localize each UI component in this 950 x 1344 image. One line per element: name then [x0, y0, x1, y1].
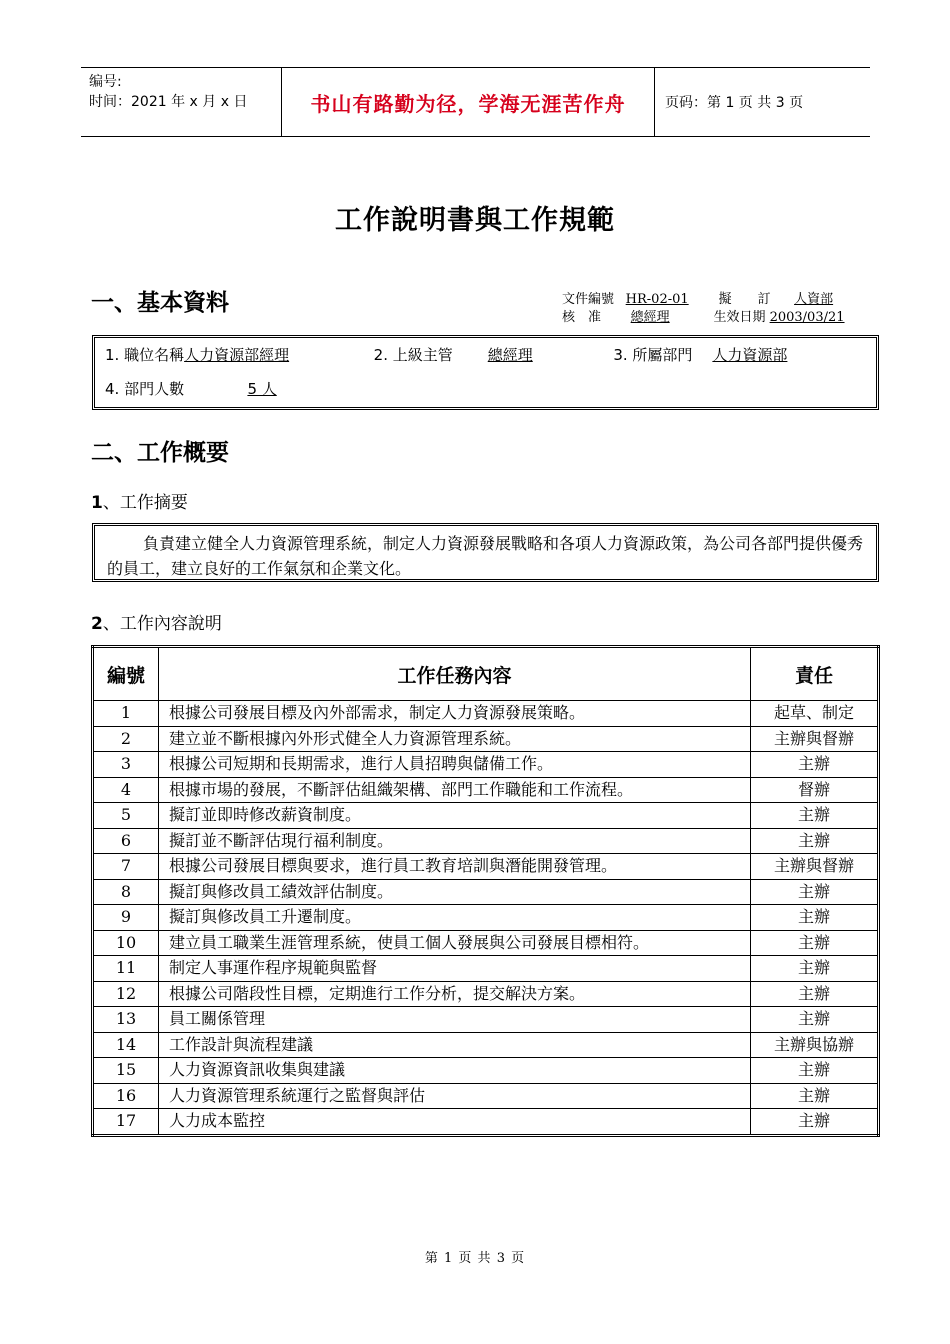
row-number: 7 [93, 854, 159, 880]
row-number: 14 [93, 1032, 159, 1058]
row-task: 人力成本監控 [159, 1109, 751, 1136]
draft-value: 人資部 [794, 292, 834, 307]
table-row [93, 930, 879, 956]
subsection-2-title: 、工作內容說明 [102, 614, 222, 634]
row-task: 建立並不斷根據內外形式健全人力資源管理系統。 [159, 726, 751, 752]
subsection-2-number: 2 [91, 614, 103, 634]
approve-label: 核 准 [562, 310, 602, 325]
approve-value: 總經理 [630, 310, 670, 325]
row-task: 擬訂與修改員工升遷制度。 [159, 905, 751, 931]
row-responsibility: 主辦 [751, 828, 879, 854]
row-task: 根據公司發展目標與要求，進行員工教育培訓與潛能開發管理。 [159, 854, 751, 880]
row-number: 8 [93, 879, 159, 905]
position-value: 人力資源部經理 [184, 346, 290, 364]
table-row [93, 752, 879, 778]
subsection-1-number: 1 [91, 493, 103, 513]
row-responsibility: 主辦 [751, 905, 879, 931]
table-row [93, 1109, 879, 1136]
row-number: 15 [93, 1058, 159, 1084]
table-row [93, 905, 879, 931]
table-row [93, 828, 879, 854]
basic-info-box [92, 335, 879, 410]
row-number: 2 [93, 726, 159, 752]
job-summary-text: 負責建立健全人力資源管理系統，制定人力資源發展戰略和各項人力資源政策，為公司各部門提供優秀的員工，建立良好的工作氣氛和企業文化。 [107, 534, 864, 578]
table-row [93, 777, 879, 803]
info-row-1 [105, 344, 807, 365]
row-number: 1 [93, 701, 159, 727]
row-responsibility: 主辦 [751, 752, 879, 778]
info-row-2 [105, 378, 340, 399]
page-header [81, 67, 870, 137]
row-responsibility: 起草、制定 [751, 701, 879, 727]
row-task: 人力資源管理系統運行之監督與評估 [159, 1083, 751, 1109]
header-left [89, 72, 247, 112]
row-task: 根據市場的發展，不斷評估組織架構、部門工作職能和工作流程。 [159, 777, 751, 803]
row-number: 9 [93, 905, 159, 931]
row-task: 建立員工職業生涯管理系統，使員工個人發展與公司發展目標相符。 [159, 930, 751, 956]
headcount-value: 5 人 [247, 380, 277, 398]
header-number: 編號 [93, 647, 159, 701]
time-label: 时间：2021 年 x 月 x 日 [89, 94, 248, 110]
row-responsibility: 主辦與督辦 [751, 854, 879, 880]
doc-no-label: 文件編號 [562, 292, 615, 307]
supervisor-value: 總經理 [487, 346, 533, 364]
table-row [93, 701, 879, 727]
table-row [93, 1058, 879, 1084]
header-responsibility: 責任 [751, 647, 879, 701]
section2-heading: 二、工作概要 [91, 439, 229, 466]
number-label: 编号: [89, 74, 122, 90]
row-number: 6 [93, 828, 159, 854]
row-number: 17 [93, 1109, 159, 1136]
task-table-header [93, 647, 879, 701]
row-task: 根據公司階段性目標，定期進行工作分析，提交解決方案。 [159, 981, 751, 1007]
row-number: 3 [93, 752, 159, 778]
table-row [93, 854, 879, 880]
meta-row-2 [562, 309, 853, 327]
subsection-summary-heading [91, 488, 188, 513]
header-task: 工作任務內容 [159, 647, 751, 701]
row-number: 5 [93, 803, 159, 829]
row-task: 制定人事運作程序規範與監督 [159, 956, 751, 982]
document-title: 工作說明書與工作規範 [335, 205, 615, 236]
row-responsibility: 主辦 [751, 879, 879, 905]
row-task: 擬訂並不斷評估現行福利制度。 [159, 828, 751, 854]
table-row [93, 726, 879, 752]
row-number: 16 [93, 1083, 159, 1109]
header-page-info: 页码：第 1 页 共 3 页 [665, 95, 804, 111]
table-row [93, 1083, 879, 1109]
effective-value: 2003/03/21 [769, 310, 845, 325]
row-responsibility: 主辦 [751, 956, 879, 982]
row-number: 10 [93, 930, 159, 956]
row-responsibility: 主辦與協辦 [751, 1032, 879, 1058]
task-table-body [93, 701, 879, 1136]
supervisor-label: 2. 上級主管 [373, 346, 453, 364]
row-responsibility: 主辦 [751, 803, 879, 829]
document-meta [562, 291, 853, 327]
header-motto: 书山有路勤为径，学海无涯苦作舟 [281, 68, 655, 136]
row-responsibility: 主辦 [751, 1109, 879, 1136]
section1-heading: 一、基本資料 [91, 289, 229, 316]
table-row [93, 1032, 879, 1058]
row-responsibility: 主辦 [751, 1058, 879, 1084]
page-footer: 第 1 页 共 3 页 [424, 1251, 526, 1266]
meta-row-1 [562, 291, 853, 309]
row-task: 員工關係管理 [159, 1007, 751, 1033]
dept-value: 人力資源部 [712, 346, 788, 364]
row-task: 擬訂並即時修改薪資制度。 [159, 803, 751, 829]
subsection-content-heading [91, 609, 222, 634]
row-responsibility: 主辦 [751, 981, 879, 1007]
row-responsibility: 主辦 [751, 930, 879, 956]
row-number: 11 [93, 956, 159, 982]
table-row [93, 803, 879, 829]
row-responsibility: 督辦 [751, 777, 879, 803]
row-number: 13 [93, 1007, 159, 1033]
headcount-label: 4. 部門人數 [105, 380, 185, 398]
row-task: 工作設計與流程建議 [159, 1032, 751, 1058]
row-responsibility: 主辦 [751, 1007, 879, 1033]
position-label: 1. 職位名稱 [105, 346, 185, 364]
job-summary-box [92, 523, 879, 582]
doc-no-value: HR-02-01 [625, 292, 689, 307]
row-task: 擬訂與修改員工績效評估制度。 [159, 879, 751, 905]
row-number: 4 [93, 777, 159, 803]
effective-label: 生效日期 [713, 310, 766, 325]
row-task: 根據公司發展目標及內外部需求，制定人力資源發展策略。 [159, 701, 751, 727]
row-task: 人力資源資訊收集與建議 [159, 1058, 751, 1084]
table-row [93, 1007, 879, 1033]
row-responsibility: 主辦與督辦 [751, 726, 879, 752]
row-number: 12 [93, 981, 159, 1007]
row-responsibility: 主辦 [751, 1083, 879, 1109]
dept-label: 3. 所屬部門 [613, 346, 693, 364]
table-row [93, 956, 879, 982]
row-task: 根據公司短期和長期需求，進行人員招聘與儲備工作。 [159, 752, 751, 778]
table-row [93, 981, 879, 1007]
draft-label: 擬 訂 [718, 292, 771, 307]
subsection-1-title: 、工作摘要 [102, 493, 188, 513]
task-table [91, 645, 880, 1137]
table-row [93, 879, 879, 905]
